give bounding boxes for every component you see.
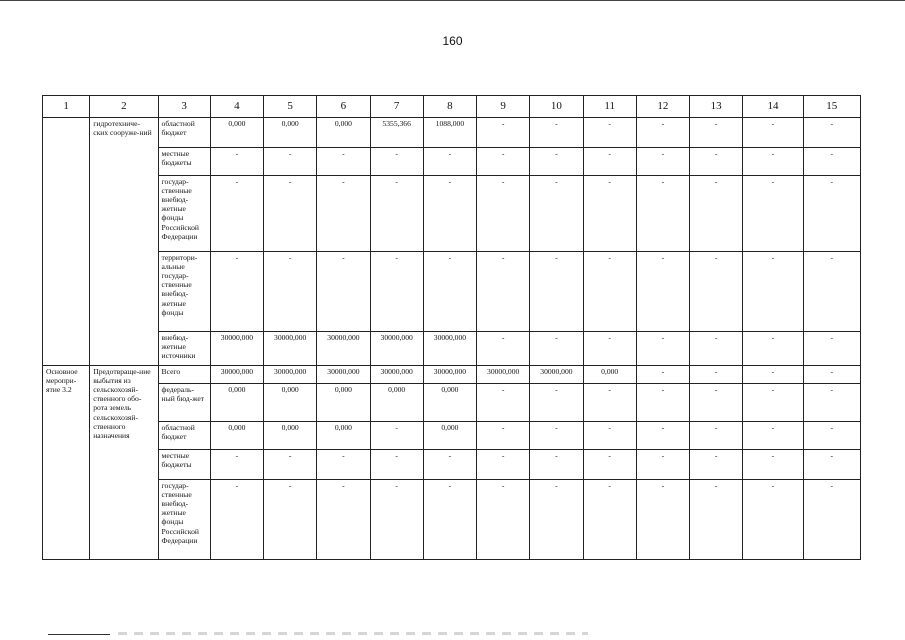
value-cell: - [264,176,317,252]
value-cell: - [803,332,860,366]
value-cell: - [743,176,803,252]
value-cell: 0,000 [317,118,370,148]
value-cell: - [317,176,370,252]
value-cell: - [636,450,689,480]
table-row [43,176,861,252]
value-cell: 30000,000 [423,332,476,366]
funding-source-cell: местные бюджеты [158,450,210,480]
value-cell: 30000,000 [477,366,530,384]
value-cell: - [803,366,860,384]
value-cell: 0,000 [210,422,263,450]
value-cell: - [530,148,583,176]
value-cell: - [636,384,689,422]
value-cell: - [370,422,423,450]
table-row [43,148,861,176]
column-header: 12 [636,96,689,118]
value-cell: - [636,332,689,366]
value-cell: - [803,384,860,422]
value-cell: - [583,252,636,332]
value-cell: 30000,000 [317,366,370,384]
value-cell: 1088,000 [423,118,476,148]
value-cell: - [743,148,803,176]
value-cell: - [210,148,263,176]
value-cell: - [423,176,476,252]
column-header: 7 [370,96,423,118]
value-cell: - [210,252,263,332]
value-cell: 30000,000 [210,366,263,384]
column-header: 8 [423,96,476,118]
funding-source-cell: областной бюджет [158,422,210,450]
value-cell: - [803,176,860,252]
value-cell: - [803,252,860,332]
funding-source-cell: государ-ственные внебюд-жетные фонды Российской Федерации [158,176,210,252]
column-header: 11 [583,96,636,118]
value-cell: - [317,148,370,176]
value-cell: - [370,450,423,480]
value-cell: - [690,366,743,384]
value-cell: - [583,480,636,560]
value-cell: - [583,148,636,176]
value-cell: - [477,176,530,252]
value-cell: - [370,176,423,252]
value-cell: - [690,118,743,148]
column-header: 13 [690,96,743,118]
column-number-row [43,96,861,118]
column-header: 15 [803,96,860,118]
value-cell: - [583,450,636,480]
value-cell: - [636,176,689,252]
value-cell: - [264,450,317,480]
description-cell: Предотвраще-ние выбытия из сельскохозяй-ственного обо-рота земель сельскохозяй-ственного назначения [90,366,158,560]
value-cell: - [264,480,317,560]
measure-cell [43,118,90,366]
value-cell: 5355,366 [370,118,423,148]
value-cell: 0,000 [210,118,263,148]
value-cell: - [317,450,370,480]
value-cell: - [583,176,636,252]
value-cell: 30000,000 [530,366,583,384]
value-cell: 30000,000 [370,366,423,384]
value-cell: - [690,252,743,332]
footnote-faded-text [118,632,588,635]
funding-source-cell: федераль-ный бюд-жет [158,384,210,422]
value-cell: - [743,384,803,422]
value-cell: - [636,148,689,176]
value-cell: 30000,000 [264,366,317,384]
value-cell: - [317,252,370,332]
table-row [43,450,861,480]
value-cell: - [690,450,743,480]
value-cell: - [636,480,689,560]
value-cell: 30000,000 [317,332,370,366]
description-cell: гидротехниче-ских сооруже-ний [90,118,158,366]
value-cell: - [803,450,860,480]
value-cell: - [477,118,530,148]
value-cell: - [530,422,583,450]
value-cell: - [530,480,583,560]
value-cell: - [370,252,423,332]
top-border-line [0,0,905,1]
column-header: 3 [158,96,210,118]
value-cell: - [423,450,476,480]
value-cell: 0,000 [264,384,317,422]
measure-cell: Основное меропри-ятие 3.2 [43,366,90,560]
page-number: 160 [442,34,463,48]
value-cell: - [530,384,583,422]
value-cell: - [690,148,743,176]
value-cell: - [636,422,689,450]
column-header: 4 [210,96,263,118]
funding-source-cell: государ-ственные внебюд-жетные фонды Российской Федерации [158,480,210,560]
value-cell: - [583,118,636,148]
value-cell: 30000,000 [210,332,263,366]
value-cell: - [690,422,743,450]
value-cell: - [636,366,689,384]
value-cell: 0,000 [210,384,263,422]
value-cell: 0,000 [264,422,317,450]
column-header: 6 [317,96,370,118]
value-cell: 0,000 [423,384,476,422]
value-cell: - [423,148,476,176]
value-cell: - [583,422,636,450]
value-cell: - [530,252,583,332]
value-cell: - [743,332,803,366]
funding-source-cell: областной бюджет [158,118,210,148]
table-row [43,118,861,148]
funding-source-cell: местные бюджеты [158,148,210,176]
value-cell: 30000,000 [370,332,423,366]
column-header: 14 [743,96,803,118]
value-cell: - [803,422,860,450]
value-cell: - [690,480,743,560]
value-cell: - [370,148,423,176]
value-cell: - [636,252,689,332]
value-cell: 0,000 [370,384,423,422]
value-cell: - [583,332,636,366]
value-cell: - [477,422,530,450]
table-row [43,480,861,560]
value-cell: 0,000 [423,422,476,450]
value-cell: - [477,384,530,422]
value-cell: - [743,480,803,560]
value-cell: - [803,118,860,148]
column-header: 9 [477,96,530,118]
value-cell: - [530,176,583,252]
value-cell: - [370,480,423,560]
table-row [43,422,861,450]
value-cell: - [530,450,583,480]
value-cell: - [477,332,530,366]
funding-source-cell: внебюд-жетные источники [158,332,210,366]
value-cell: 0,000 [583,366,636,384]
value-cell: - [423,480,476,560]
value-cell: - [530,332,583,366]
value-cell: - [477,252,530,332]
column-header: 5 [264,96,317,118]
value-cell: - [743,252,803,332]
value-cell: - [690,176,743,252]
value-cell: - [530,118,583,148]
value-cell: 0,000 [317,422,370,450]
value-cell: - [690,332,743,366]
value-cell: - [743,422,803,450]
value-cell: - [803,480,860,560]
table-row [43,252,861,332]
value-cell: - [264,252,317,332]
value-cell: 0,000 [317,384,370,422]
value-cell: - [477,480,530,560]
value-cell: - [423,252,476,332]
budget-table [42,95,861,560]
value-cell: - [210,450,263,480]
value-cell: - [743,118,803,148]
value-cell: - [583,384,636,422]
value-cell: - [743,366,803,384]
column-header: 10 [530,96,583,118]
footnote-rule [48,634,110,635]
table-row [43,384,861,422]
value-cell: - [477,148,530,176]
column-header: 1 [43,96,90,118]
funding-source-cell: территори-альные государ-ственные внебюд-жетные фонды [158,252,210,332]
value-cell: - [210,176,263,252]
value-cell: - [210,480,263,560]
value-cell: 30000,000 [264,332,317,366]
table-row [43,332,861,366]
value-cell: - [477,450,530,480]
value-cell: - [743,450,803,480]
value-cell: - [317,480,370,560]
value-cell: - [636,118,689,148]
value-cell: - [264,148,317,176]
column-header: 2 [90,96,158,118]
value-cell: - [803,148,860,176]
table-row [43,366,861,384]
value-cell: - [690,384,743,422]
value-cell: 30000,000 [423,366,476,384]
value-cell: 0,000 [264,118,317,148]
funding-source-cell: Всего [158,366,210,384]
